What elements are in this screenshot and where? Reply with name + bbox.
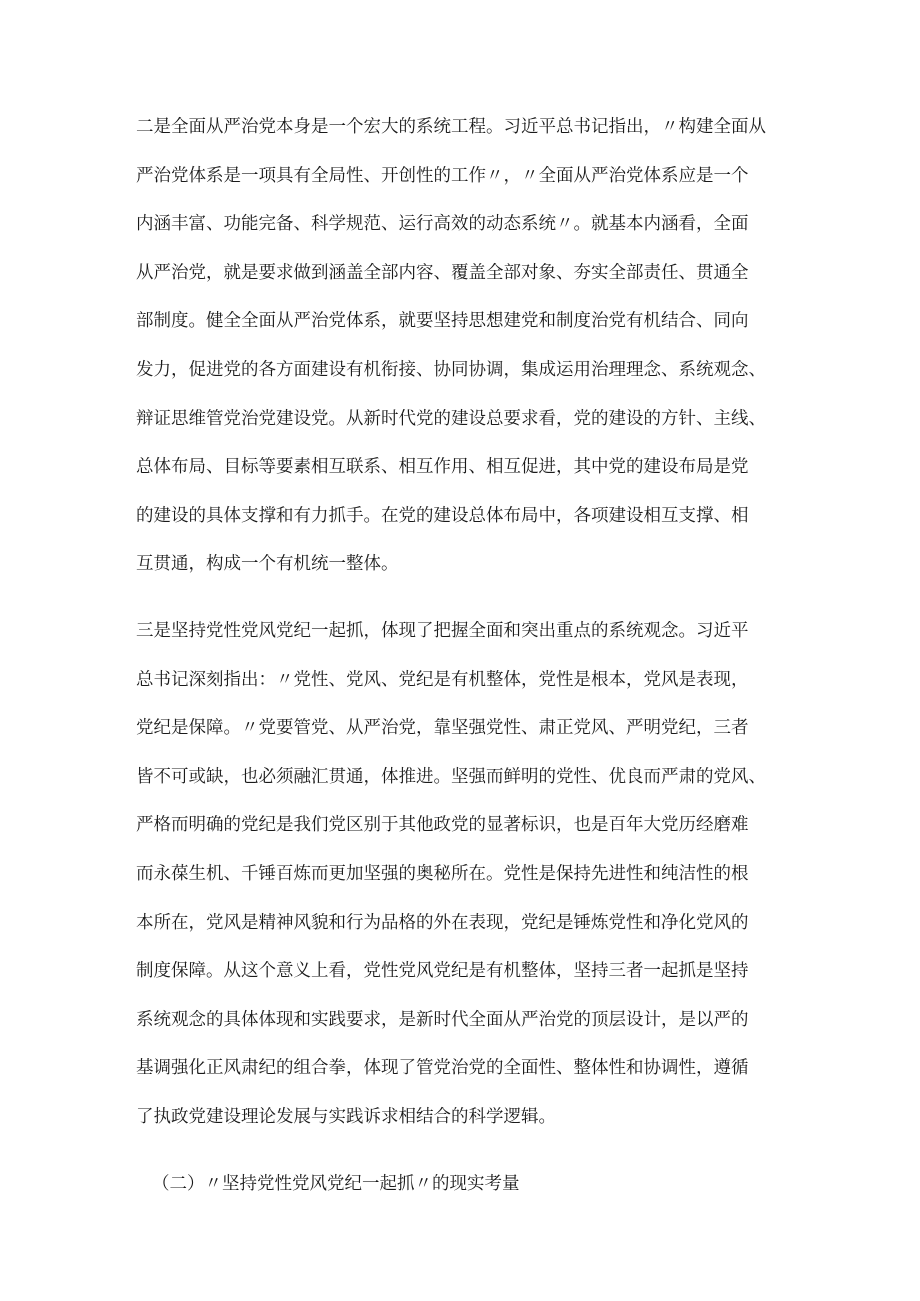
paragraph-line: 制度保障。从这个意义上看，党性党风党纪是有机整体，坚持三者一起抓是坚持 (136, 961, 749, 982)
paragraph-line: 二是全面从严治党本身是一个宏大的系统工程。习近平总书记指出，〃构建全面从 (136, 117, 766, 137)
paragraph-party-discipline (136, 607, 796, 1142)
paragraph-line: 辩证思维管党治党建设党。从新时代党的建设总要求看，党的建设的方针、主线、 (136, 408, 766, 429)
paragraph-line: 皆不可或缺，也必须融汇贯通，体推进。坚强而鲜明的党性、优良而严肃的党风、 (136, 766, 766, 787)
paragraph-line: 本所在，党风是精神风貌和行为品格的外在表现，党纪是锤炼党性和净化党风的 (136, 912, 749, 933)
paragraph-line: 系统观念的具体体现和实践要求，是新时代全面从严治党的顶层设计，是以严的 (136, 1009, 749, 1030)
paragraph-line: 总书记深刻指出：〃党性、党风、党纪是有机整体，党性是根本，党风是表现， (136, 669, 749, 690)
paragraph-line: 的建设的具体支撑和有力抓手。在党的建设总体布局中，各项建设相互支撑、相 (136, 505, 749, 526)
paragraph-system-engineering (136, 103, 796, 589)
paragraph-line: 从严治党，就是要求做到涵盖全部内容、覆盖全部对象、夯实全部责任、贯通全 (136, 262, 749, 283)
paragraph-line: 互贯通，构成一个有机统一整体。 (136, 554, 399, 575)
section-heading (152, 1160, 752, 1209)
paragraph-line: 党纪是保障。〃党要管党、从严治党，靠坚强党性、肃正党风、严明党纪，三者 (136, 718, 749, 739)
paragraph-line: 内涵丰富、功能完备、科学规范、运行高效的动态系统〃。就基本内涵看，全面 (136, 214, 749, 235)
paragraph-line: 了执政党建设理论发展与实践诉求相结合的科学逻辑。 (136, 1106, 556, 1127)
section-heading-text: （二）〃坚持党性党风党纪一起抓〃的现实考量 (152, 1174, 520, 1194)
paragraph-line: 总体布局、目标等要素相互联系、相互作用、相互促进，其中党的建设布局是党 (136, 457, 749, 478)
paragraph-line: 基调强化正风肃纪的组合拳，体现了管党治党的全面性、整体性和协调性，遵循 (136, 1058, 749, 1079)
paragraph-line: 严治党体系是一项具有全局性、开创性的工作〃，〃全面从严治党体系应是一个 (136, 165, 749, 186)
paragraph-line: 严格而明确的党纪是我们党区别于其他政党的显著标识，也是百年大党历经磨难 (136, 815, 749, 836)
paragraph-line: 三是坚持党性党风党纪一起抓，体现了把握全面和突出重点的系统观念。习近平 (136, 621, 749, 641)
paragraph-line: 而永葆生机、千锤百炼而更加坚强的奥秘所在。党性是保持先进性和纯洁性的根 (136, 863, 749, 884)
paragraph-line: 发力，促进党的各方面建设有机衔接、协同协调，集成运用治理理念、系统观念、 (136, 359, 766, 380)
paragraph-line: 部制度。健全全面从严治党体系，就要坚持思想建党和制度治党有机结合、同向 (136, 311, 749, 332)
